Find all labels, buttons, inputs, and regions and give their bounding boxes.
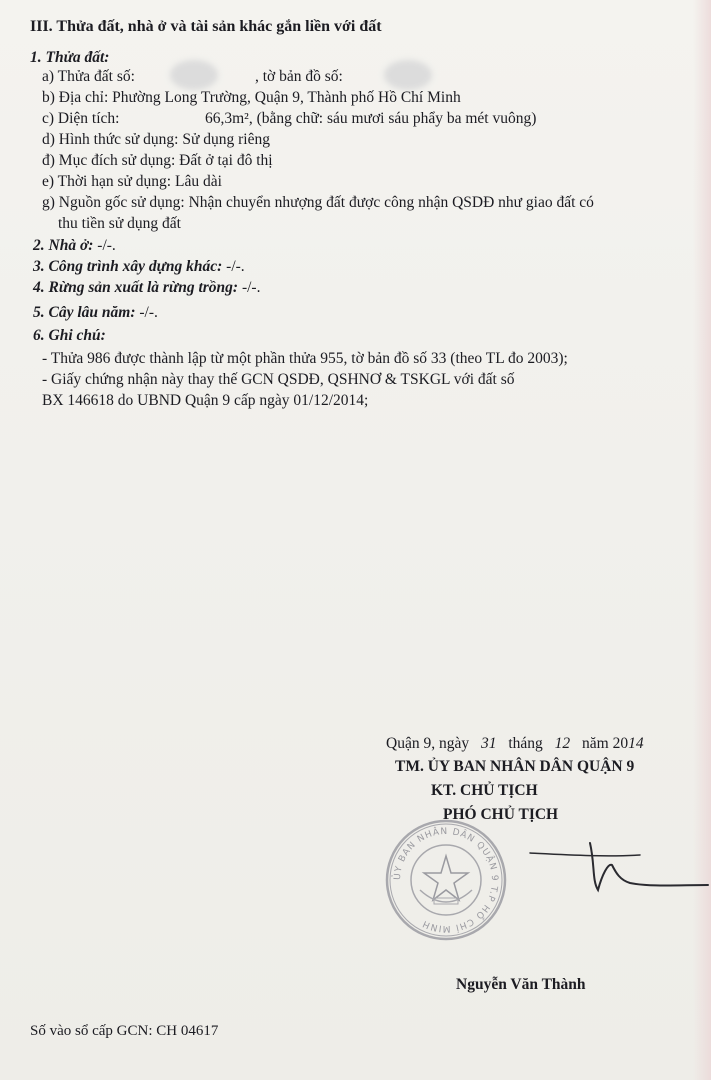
section-5 — [33, 304, 158, 322]
section-4-label: 4. Rừng sản xuất là rừng trồng: — [33, 279, 239, 296]
section-2 — [33, 237, 116, 255]
area-value: 66,3m², (bằng chữ: sáu mươi sáu phẩy ba mét vuông) — [205, 110, 537, 127]
redacted-map-sheet — [384, 60, 432, 90]
section-5-label: 5. Cây lâu năm: — [33, 304, 136, 321]
note-2-line2: BX 146618 do UBND Quận 9 cấp ngày 01/12/2014; — [42, 392, 369, 409]
section-4-value: -/-. — [241, 279, 261, 296]
year-label: năm 20 — [582, 735, 629, 752]
map-sheet-label: , tờ bản đồ số: — [255, 68, 343, 85]
address-line: b) Địa chỉ: Phường Long Trường, Quận 9, Thành phố Hồ Chí Minh — [42, 89, 461, 106]
kt-chairman: KT. CHỦ TỊCH — [431, 782, 538, 799]
date-day: 31 — [480, 735, 497, 752]
parcel-number-label: a) Thửa đất số: — [42, 68, 135, 85]
date-year: 14 — [628, 735, 644, 752]
date-prefix: Quận 9, ngày — [386, 735, 470, 752]
section-2-value: -/-. — [97, 237, 116, 254]
month-label: tháng — [508, 735, 543, 752]
section-3-label: 3. Công trình xây dựng khác: — [33, 258, 223, 275]
section-1-title: 1. Thửa đất: — [30, 49, 110, 66]
note-1: - Thửa 986 được thành lập từ một phần thửa 955, tờ bản đồ số 33 (theo TL đo 2003); — [42, 350, 568, 367]
signer-name: Nguyễn Văn Thành — [456, 976, 586, 993]
svg-text:ỦY BAN NHÂN DÂN QUẬN 9 T.P HỒ — [391, 825, 499, 934]
issuing-org: TM. ỦY BAN NHÂN DÂN QUẬN 9 — [395, 758, 635, 775]
usage-origin-line1: g) Nguồn gốc sử dụng: Nhận chuyển nhượng đất được công nhận QSDĐ như giao đất có — [42, 194, 594, 211]
page-edge — [693, 0, 711, 1080]
section-6-label: 6. Ghi chú: — [33, 327, 106, 344]
section-4 — [33, 279, 260, 297]
usage-form: d) Hình thức sử dụng: Sử dụng riêng — [42, 131, 270, 148]
section-3 — [33, 258, 245, 276]
official-seal — [384, 818, 508, 942]
gcn-number: Số vào sổ cấp GCN: CH 04617 — [30, 1023, 219, 1039]
vice-chairman: PHÓ CHỦ TỊCH — [443, 806, 559, 823]
date-month: 12 — [554, 735, 571, 752]
redacted-parcel-number — [170, 60, 218, 90]
signing-date — [386, 735, 644, 753]
usage-origin-line2: thu tiền sử dụng đất — [58, 215, 181, 232]
section-3-value: -/-. — [226, 258, 245, 275]
handwritten-signature — [520, 835, 710, 910]
usage-purpose: đ) Mục đích sử dụng: Đất ở tại đô thị — [42, 152, 273, 169]
usage-term: e) Thời hạn sử dụng: Lâu dài — [42, 173, 222, 190]
section-5-value: -/-. — [139, 304, 158, 321]
note-2-line1: - Giấy chứng nhận này thay thế GCN QSDĐ, QSHNƠ & TSKGL với đất số — [42, 371, 515, 388]
seal-text: ỦY BAN NHÂN DÂN QUẬN 9 T.P HỒ CHÍ MINH — [392, 826, 500, 934]
section-2-label: 2. Nhà ở: — [33, 237, 94, 254]
area-label: c) Diện tích: — [42, 110, 120, 127]
section-heading: III. Thửa đất, nhà ở và tài sản khác gắn liền với đất — [30, 18, 382, 35]
